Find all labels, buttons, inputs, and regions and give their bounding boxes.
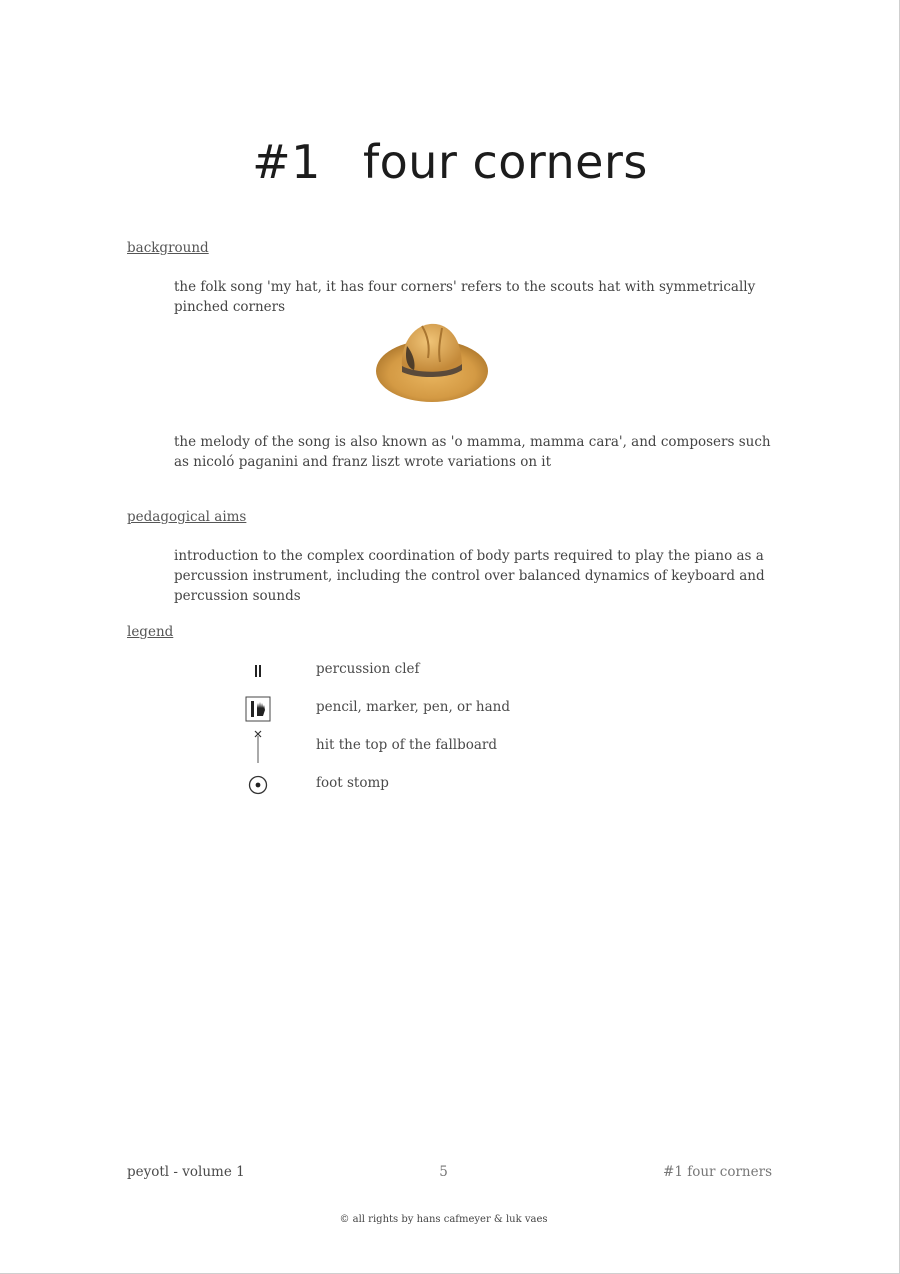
background-paragraph-2: the melody of the song is also known as 'o mamma, mamma cara', and composers such as nicoló paganini and franz liszt wrote variations on it — [174, 434, 771, 470]
legend-heading: legend — [127, 624, 174, 640]
page-number: 5 — [439, 1164, 448, 1180]
piece-title: four corners — [362, 135, 648, 189]
legend-item-hand — [230, 695, 630, 723]
legend-label: percussion clef — [316, 661, 420, 677]
fallboard-hit-icon — [230, 733, 285, 761]
legend-item-foot-stomp — [230, 771, 630, 799]
page-title — [0, 135, 900, 189]
copyright-notice: © all rights by hans cafmeyer & luk vaes — [339, 1214, 548, 1225]
piece-number: #1 — [252, 135, 321, 189]
footer-volume: peyotl - volume 1 — [127, 1164, 245, 1180]
legend-item-percussion-clef — [230, 657, 630, 685]
legend-label: hit the top of the fallboard — [316, 737, 498, 753]
background-heading: background — [127, 240, 209, 256]
legend-label: foot stomp — [316, 775, 389, 791]
background-paragraph-1: the folk song 'my hat, it has four corners' refers to the scouts hat with symmetrically pinched corners — [174, 279, 756, 315]
legend-label: pencil, marker, pen, or hand — [316, 699, 510, 715]
pedagogical-aims-heading: pedagogical aims — [127, 509, 247, 525]
scout-hat-image — [372, 316, 492, 406]
pedagogical-aims-paragraph: introduction to the complex coordination of body parts required to play the piano as a percussion instrument, including the control over balanced dynamics of keyboard and percussion sounds — [174, 548, 765, 604]
footer-piece-title: #1 four corners — [663, 1164, 772, 1180]
hand-icon — [230, 695, 285, 723]
foot-stomp-icon — [230, 771, 285, 799]
percussion-clef-icon — [230, 657, 285, 685]
legend-item-fallboard-hit — [230, 733, 630, 761]
